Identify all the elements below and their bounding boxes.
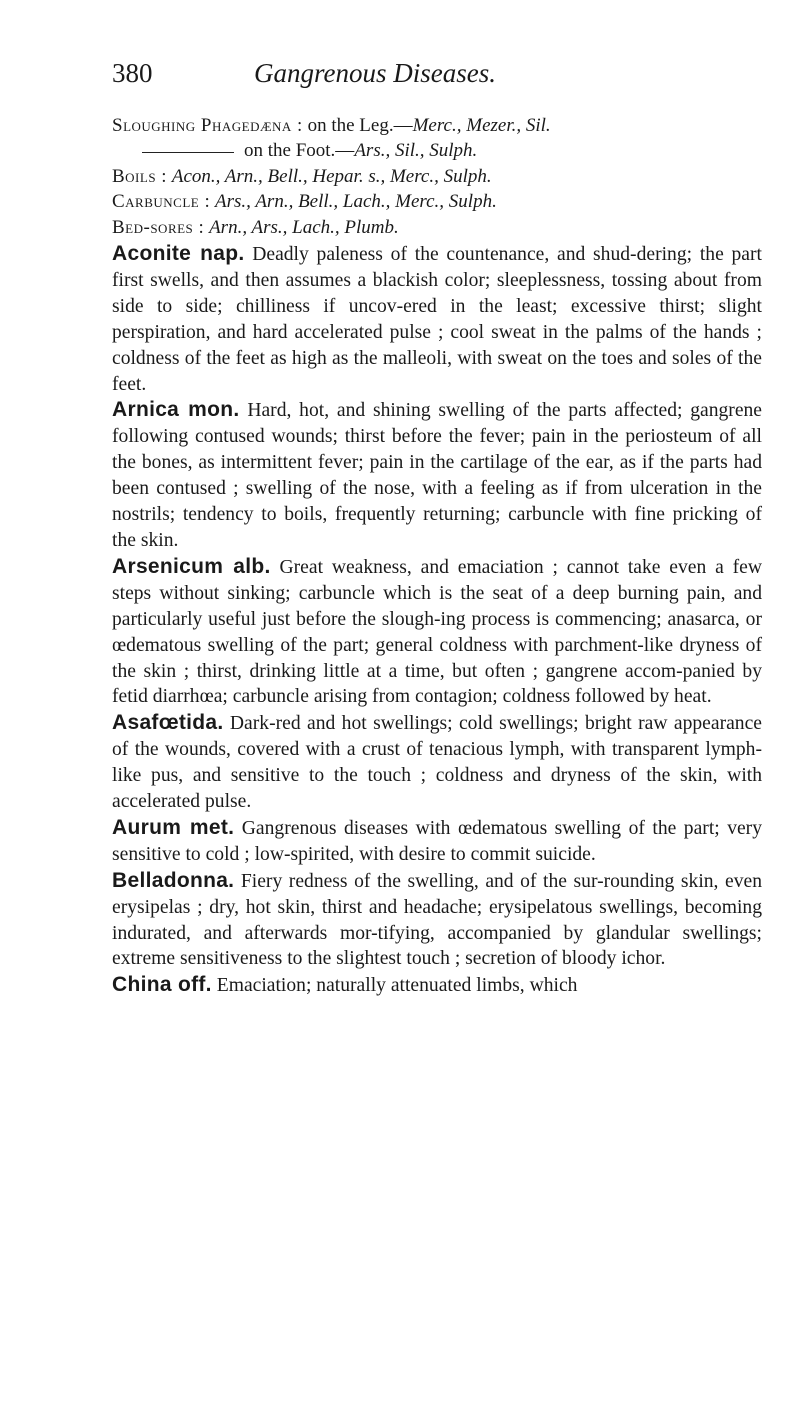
index-carbuncle-remedies: Ars., Arn., Bell., Lach., Merc., Sulph. [215,191,497,213]
remedy-name: Arsenicum alb. [112,554,271,578]
index-leg-text: on the Leg.— [302,115,413,136]
index-sloughing-leg [112,113,762,138]
remedy-entry-belladonna [112,868,762,973]
index-label-bedsores: Bed-sores : [112,216,205,238]
remedy-text: Fiery redness of the swelling, and of the sur-rounding skin, even erysipelas ; dry, hot skin, thirst and headache; erysipelatous swellings, becoming indurated, and afterwards mor-tifying, accompanied by glandular swellings; extreme sensitiveness to the slightest touch ; secretion of bloody ichor. [112,870,762,970]
remedy-name: Aconite nap. [112,242,245,265]
remedy-text: Gangrenous diseases with œdematous swelling of the part; very sensitive to cold ; low-spirited, with desire to commit suicide. [112,817,763,865]
running-title: Gangrenous Diseases. [254,58,496,88]
remedy-name: Belladonna. [112,868,235,892]
remedy-name: China off. [112,973,212,997]
page-header [112,58,752,98]
index-sloughing-foot [112,138,762,163]
remedy-entry-arnica [112,397,762,553]
index-bedsores [112,215,762,240]
remedy-entry-asafoetida [112,710,762,815]
index-foot-text: on the Foot.— [244,140,355,162]
index-boils [112,164,762,189]
remedy-text: Great weakness, and emaciation ; cannot take even a few steps without sinking; carbuncle which is the seat of a deep burning pain, and particularly useful just before the slough-ing process is commencing; anasarca, or œdematous swelling of the part; general coldness with parchment-like dryness of the skin ; thirst, drinking little at a time, but often ; gangrene accom-panied by fetid diarrhœa; carbuncle arising from contagion; coldness followed by heat. [112,556,762,708]
index-label-carbuncle: Carbuncle : [112,191,211,213]
remedy-descriptions [112,241,762,999]
remedy-name: Asafœtida. [112,711,224,735]
remedy-name: Arnica mon. [112,398,240,422]
remedy-name: Aurum met. [112,815,235,839]
index-foot-remedies: Ars., Sil., Sulph. [354,140,478,162]
remedy-entry-arsenicum [112,554,762,710]
page-number: 380 [112,58,153,88]
index-carbuncle [112,189,762,214]
index-label-boils: Boils : [112,165,168,187]
index-label-sloughing: Sloughing Phagedæna : [112,115,303,136]
remedy-index [112,113,762,240]
remedy-entry-aconite [112,241,762,397]
remedy-text: Emaciation; naturally attenuated limbs, which [216,975,578,997]
remedy-text: Deadly paleness of the countenance, and shud-dering; the part first swells, and then assumes a blackish color; sleeplessness, tossing about from side to side; chilliness if uncov-ered in the least; excessive thirst; slight perspiration, and hard accelerated pulse ; cool sweat in the palms of the hands ; coldness of the feet as high as the malleoli, with sweat on the toes and soles of the feet. [112,244,762,395]
remedy-entry-china [112,972,762,999]
remedy-entry-aurum [112,815,762,868]
ditto-dash [142,152,234,153]
index-boils-remedies: Acon., Arn., Bell., Hepar. s., Merc., Sulph. [171,165,492,187]
index-bedsores-remedies: Arn., Ars., Lach., Plumb. [209,216,399,238]
index-leg-remedies: Merc., Mezer., Sil. [412,115,551,136]
remedy-text: Dark-red and hot swellings; cold swellings; bright raw appearance of the wounds, covered with a crust of tenacious lymph, with transparent lymph-like pus, and sensitive to the touch ; coldness and dryness of the skin, with accelerated pulse. [112,713,762,813]
remedy-text: Hard, hot, and shining swelling of the parts affected; gangrene following contused wounds; thirst before the fever; pain in the periosteum of all the bones, as intermittent fever; pain in the cartilage of the ear, as if the parts had been contused ; swelling of the nose, with a feeling as if from ulceration in the nostrils; tendency to boils, frequently returning; carbuncle with fine pricking of the skin. [112,400,763,551]
